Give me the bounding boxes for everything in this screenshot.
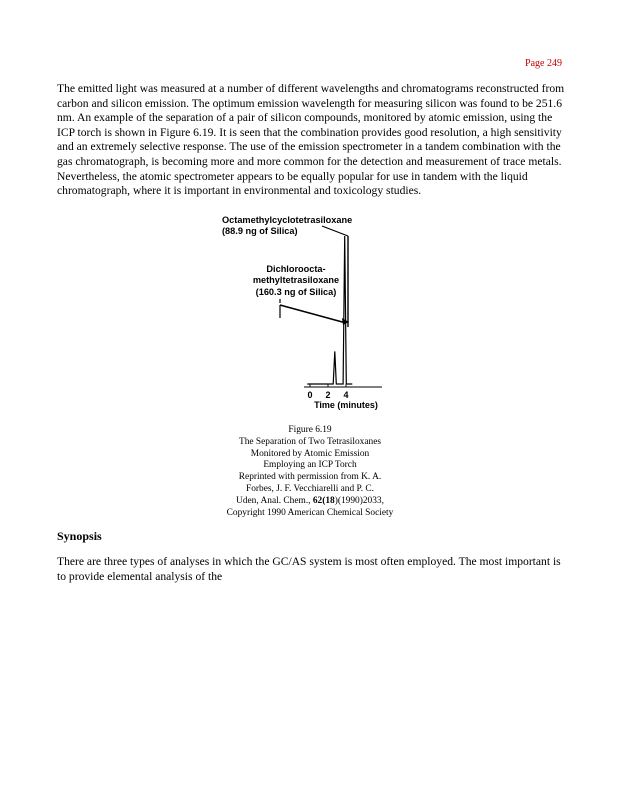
caption-line-3: Monitored by Atomic Emission xyxy=(250,448,370,459)
peak1-label-line1: Dichloroocta- xyxy=(266,264,326,274)
peak2-label-line1: Octamethylcyclotetrasiloxane xyxy=(222,215,353,225)
x-axis-label: Time (minutes) xyxy=(314,400,378,410)
peak2-label-line2: (88.9 ng of Silica) xyxy=(222,226,298,236)
synopsis-heading: Synopsis xyxy=(57,529,102,543)
x-tick-label: 2 xyxy=(325,390,331,400)
x-axis-ticks xyxy=(307,384,348,400)
peak2-pointer xyxy=(322,226,348,236)
caption-citation-issue: 18 xyxy=(325,495,335,506)
peak1-label-line2: methyltetrasiloxane xyxy=(252,275,340,285)
caption-line-8: Copyright 1990 American Chemical Society xyxy=(226,507,394,518)
chromatogram-trace xyxy=(307,236,352,384)
figure-caption xyxy=(200,425,420,519)
caption-line-2: The Separation of Two Tetrasiloxanes xyxy=(238,436,382,447)
caption-line-4: Employing an ICP Torch xyxy=(263,460,357,471)
caption-citation-pages: )(1990)2033, xyxy=(334,495,384,506)
caption-line-7 xyxy=(200,496,420,508)
chromatogram xyxy=(200,206,420,424)
caption-line-1: Figure 6.19 xyxy=(288,425,332,435)
x-tick-label: 4 xyxy=(343,390,349,400)
page-number: Page 249 xyxy=(525,58,562,69)
intro-paragraph: The emitted light was measured at a number of different wavelengths and chromatograms reconstructed from carbon and silicon emission. The optimum emission wavelength for measuring silicon was found to be 251.6 nm. An example of the separation of a pair of silicon compounds, monitored by atomic emission, using the ICP torch is shown in Figure 6.19. It is seen that the combination provides good resolution, a high sensitivity and an extremely selective response. The use of the emission spectrometer in a tandem combination with the gas chromatograph, is becoming more and more common for the detection and measurement of trace metals. Nevertheless, the atomic spectrometer appears to be equally popular for use in tandem with the liquid chromatograph, where it is important in environmental and toxicology studies. xyxy=(57,82,565,198)
synopsis-paragraph: There are three types of analyses in which the GC/AS system is most often employed. The most important is to provide elemental analysis of the xyxy=(57,555,561,583)
x-tick-label: 0 xyxy=(307,390,313,400)
caption-line-6: Forbes, J. F. Vecchiarelli and P. C. xyxy=(246,483,374,494)
caption-citation-volume: 62( xyxy=(312,495,326,506)
figure-6-19 xyxy=(200,206,420,424)
caption-citation-journal: Uden, Anal. Chem., xyxy=(236,495,313,506)
peak1-pointer xyxy=(280,305,346,323)
peak1-label-line3: (160.3 ng of Silica) xyxy=(255,287,337,297)
caption-line-5: Reprinted with permission from K. A. xyxy=(238,472,382,483)
